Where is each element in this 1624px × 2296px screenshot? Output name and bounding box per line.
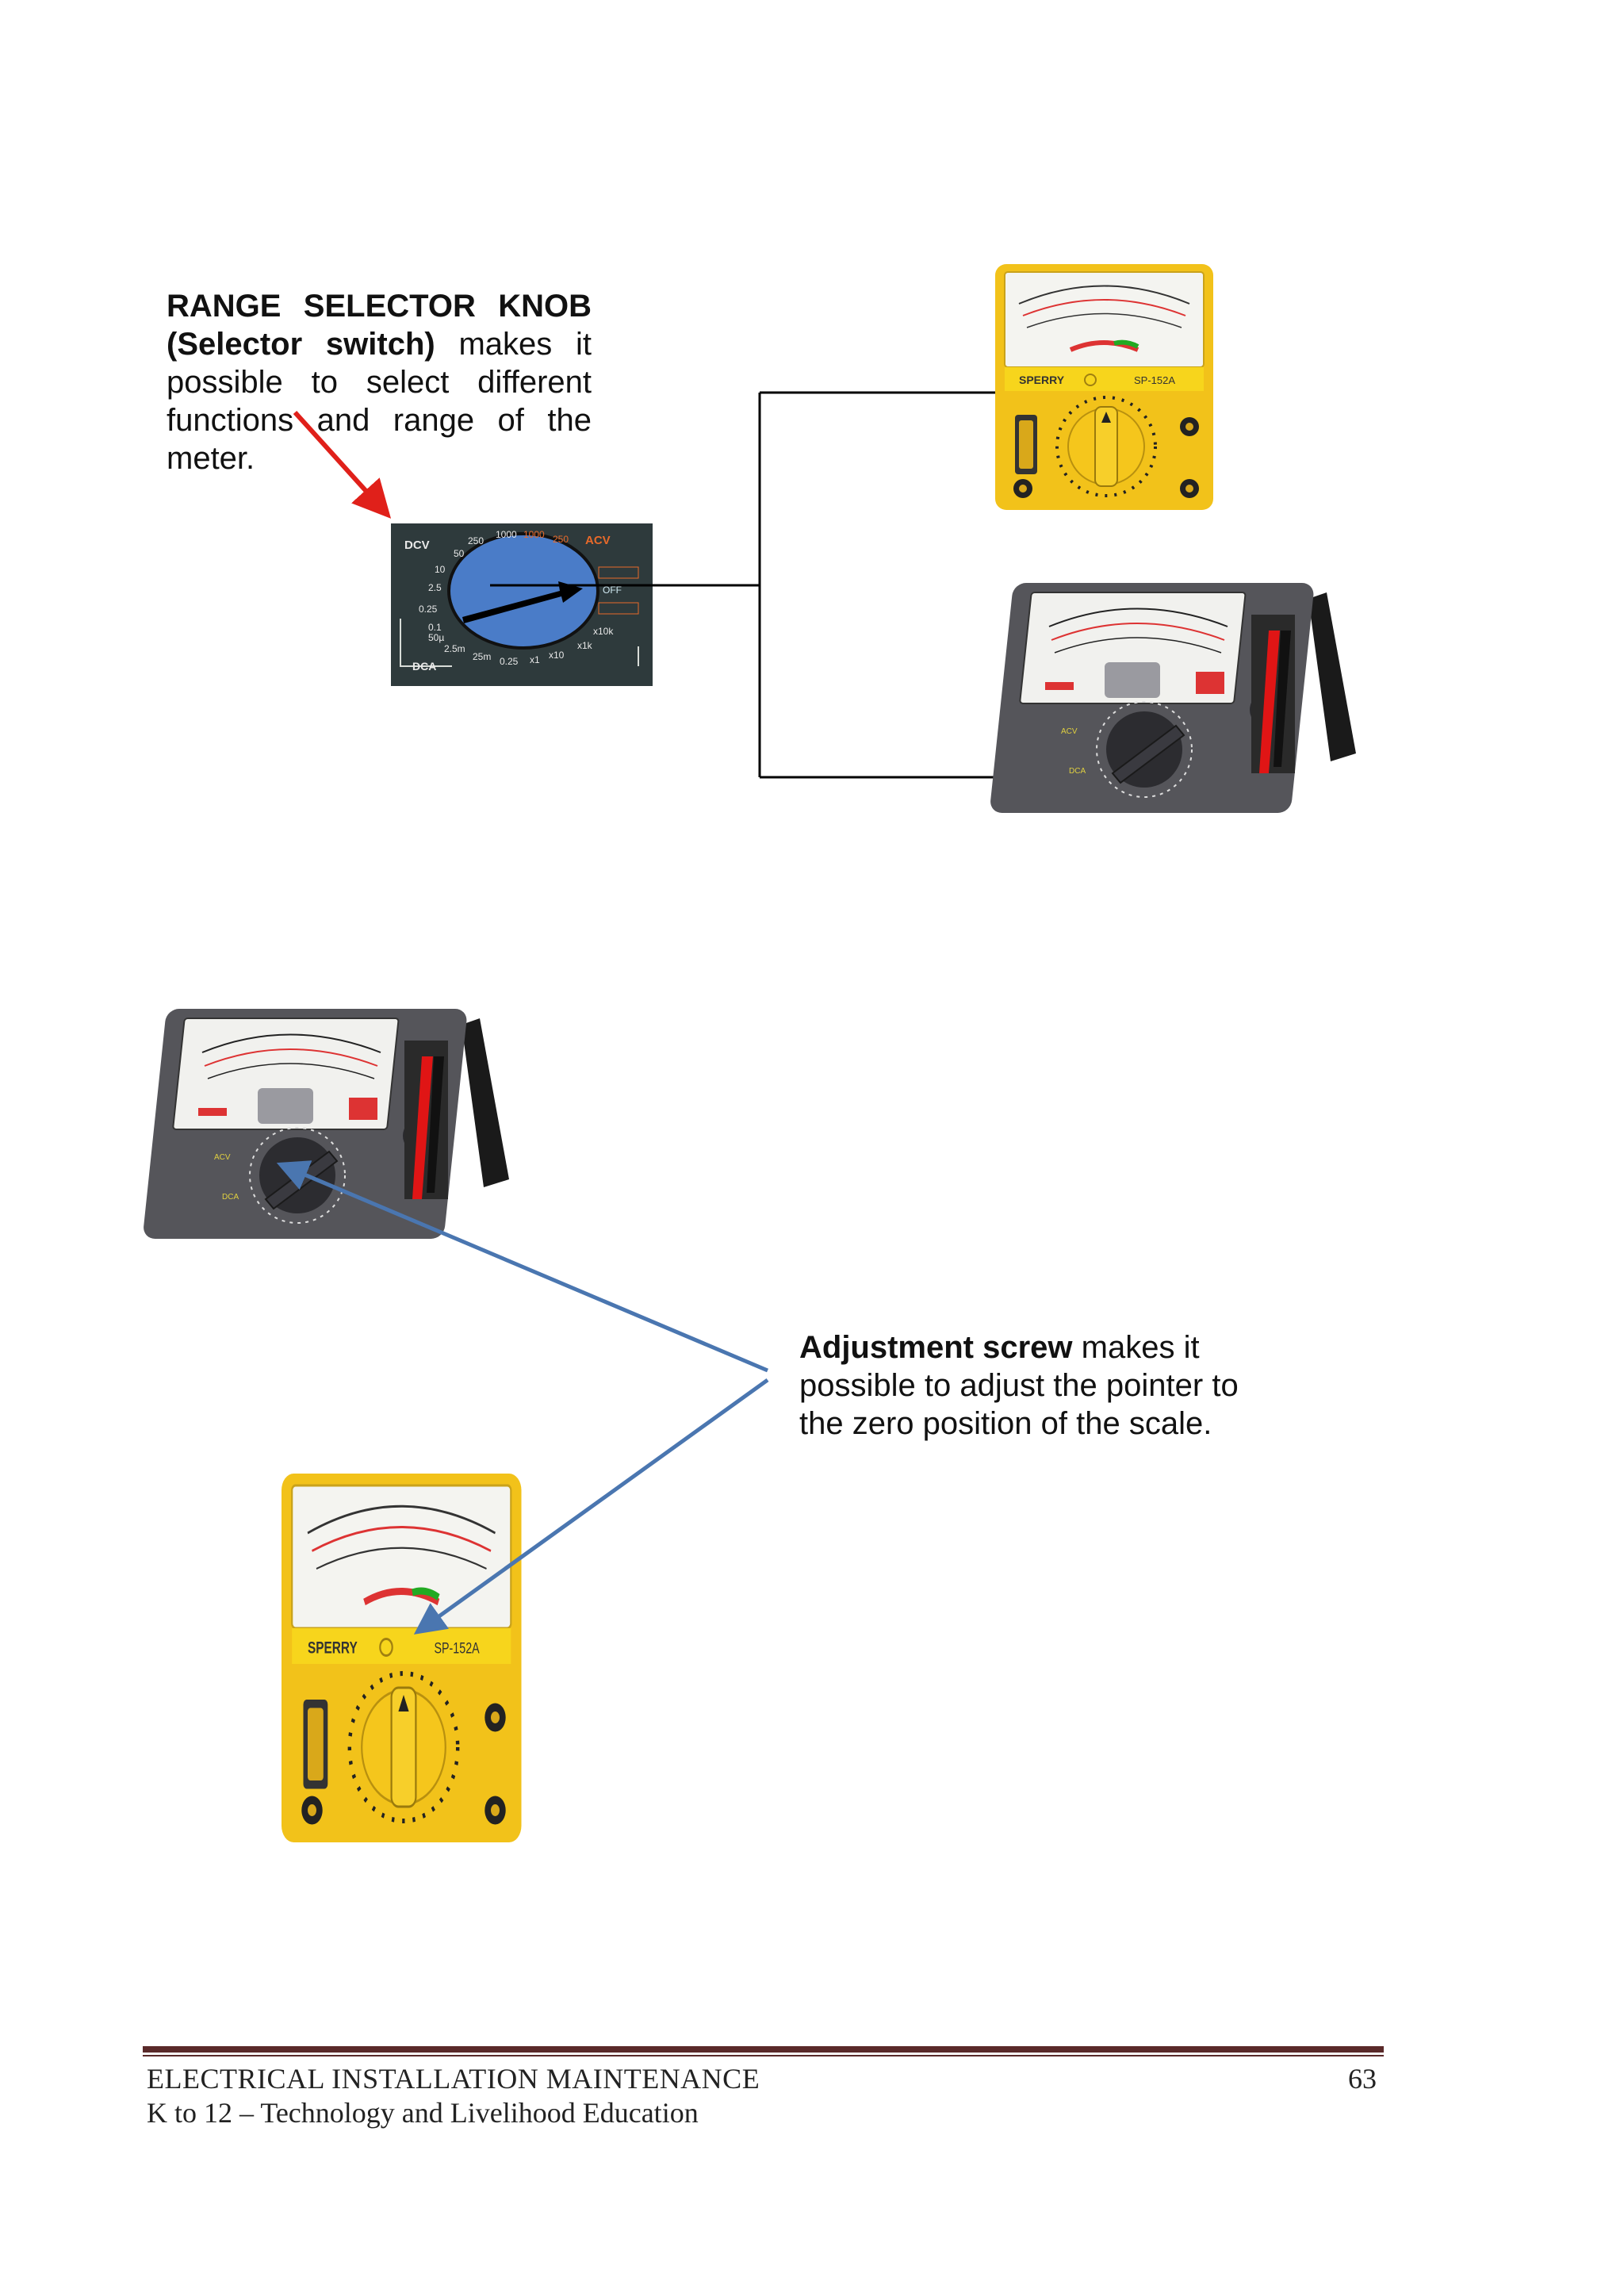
range-label: x1 <box>530 654 540 665</box>
range-label: 2.5m <box>444 643 465 654</box>
connector-lines <box>490 393 1025 777</box>
adjustment-screw-description: makes it possible to adjust the pointer to the zero position of the scale. <box>799 1330 1239 1441</box>
range-label: x1k <box>577 640 592 651</box>
red-pointer-arrow <box>295 412 385 512</box>
yellow-multimeter-top <box>995 264 1213 510</box>
multimeter-illustrations: SPERRY SP-152A ACV DCA DCV 250 1000 1000 250 ACV 50 10 2.5 0.25 0.1 50µ 2.5m 25m 0.25 x1 x10 x1k x10k OFF DCA <box>0 0 1624 2296</box>
range-label: 10 <box>435 564 446 575</box>
range-label: x10 <box>549 650 565 661</box>
acv-label: ACV <box>585 534 611 547</box>
footer-title: ELECTRICAL INSTALLATION MAINTENANCE <box>147 2063 760 2095</box>
range-label: 50 <box>454 548 465 559</box>
footer-rule-thick <box>143 2046 1384 2053</box>
range-label: x10k <box>593 626 614 637</box>
blue-pointer-arrow-upper <box>284 1166 768 1370</box>
range-label: 50µ <box>428 632 445 643</box>
gray-multimeter-bottom <box>143 1009 509 1239</box>
off-label: OFF <box>603 585 622 596</box>
selector-knob-title: RANGE SELECTOR KNOB (Selector switch) <box>167 289 592 362</box>
range-label: 1000 <box>523 529 545 540</box>
range-label: 25m <box>473 651 492 662</box>
gray-multimeter-top <box>990 583 1356 813</box>
yellow-multimeter-bottom <box>282 1474 522 1842</box>
adjustment-screw-title: Adjustment screw <box>799 1330 1073 1365</box>
footer-rule-thin <box>143 2055 1384 2056</box>
dcv-label: DCV <box>404 539 430 552</box>
range-label: 1000 <box>496 529 517 540</box>
page-number: 63 <box>1348 2063 1377 2095</box>
range-label: 250 <box>553 534 569 545</box>
range-label: 0.25 <box>500 656 519 667</box>
range-label: 0.1 <box>428 622 442 633</box>
dca-label: DCA <box>412 660 437 673</box>
selector-knob-description: makes it possible to select different functions and range of the meter. <box>167 327 592 476</box>
range-label: 250 <box>468 535 485 546</box>
range-label: 0.25 <box>419 604 438 615</box>
range-label: 2.5 <box>428 582 442 593</box>
footer-subtitle: K to 12 – Technology and Livelihood Education <box>147 2097 699 2129</box>
selector-knob-closeup <box>391 523 653 686</box>
